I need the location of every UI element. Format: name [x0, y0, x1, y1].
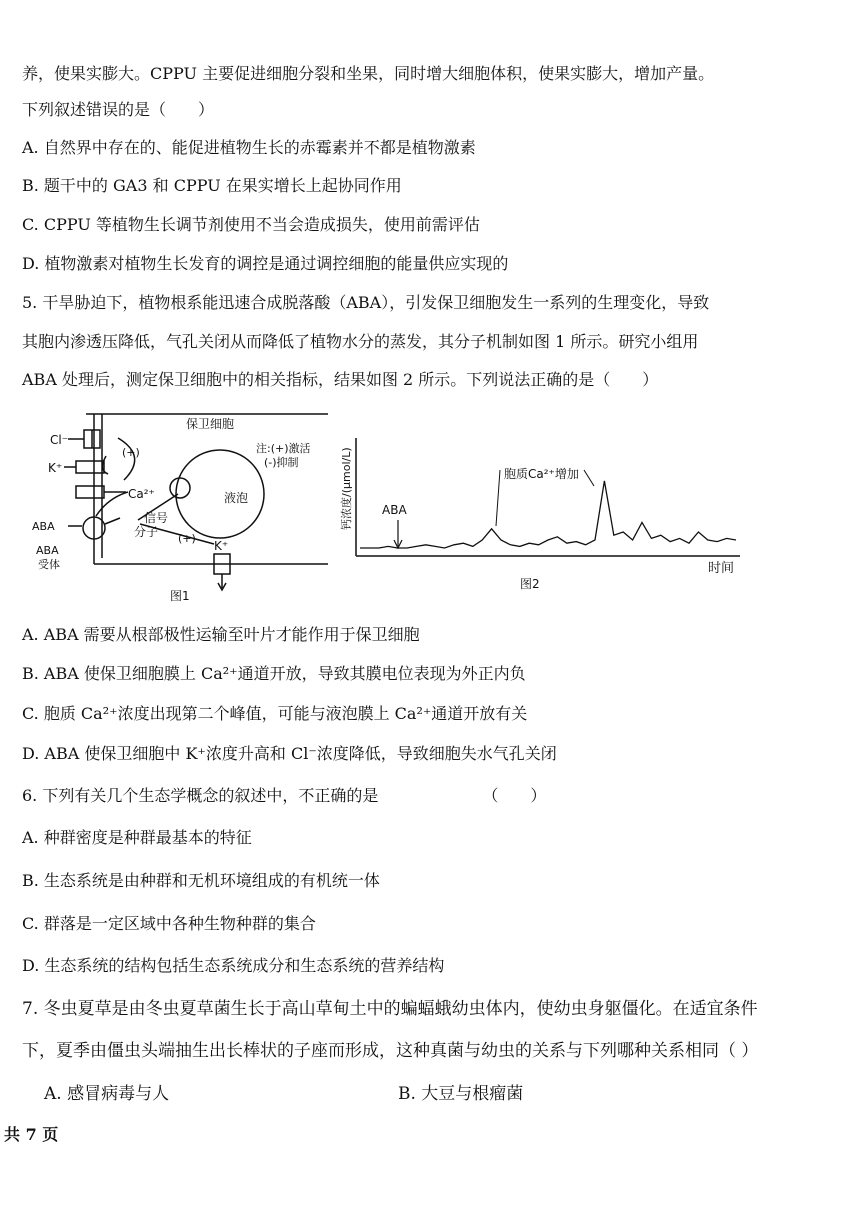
fig2-aba-annotation: ABA — [382, 503, 407, 517]
figures-svg — [28, 408, 828, 608]
page-footer: 共 7 页 — [4, 1125, 59, 1144]
question-prompt: 下列叙述错误的是（ ） — [22, 100, 215, 119]
fig1-aba-label: ABA — [32, 520, 55, 533]
fig2-ylabel: 钙浓度/(μmol/L) — [340, 447, 353, 530]
fig1-caption: 图1 — [170, 589, 190, 603]
question-5-text: 其胞内渗透压降低，气孔关闭从而降低了植物水分的蒸发，其分子机制如图 1 所示。研究小组用 — [22, 332, 699, 351]
fig1-ca-label: Ca²⁺ — [128, 487, 155, 501]
series-line — [360, 481, 736, 548]
option-c: C. CPPU 等植物生长调节剂使用不当会造成损失，使用前需评估 — [22, 215, 480, 234]
fig1-receptor-label: 受体 — [38, 558, 60, 571]
option-b: B. 题干中的 GA3 和 CPPU 在果实增长上起协同作用 — [22, 176, 402, 195]
question-5-text: ABA 处理后，测定保卫细胞中的相关指标，结果如图 2 所示。下列说法正确的是（ ） — [22, 370, 659, 389]
question-7-text: 7. 冬虫夏草是由冬虫夏草菌生长于高山草甸土中的蝙蝠蛾幼虫体内，使幼虫身躯僵化。在适宜条件 — [22, 999, 758, 1019]
fig1-note: 注:(+)激活 — [256, 442, 311, 455]
fig2-caption: 图2 — [520, 577, 540, 591]
option-c: C. 群落是一定区域中各种生物种群的集合 — [22, 914, 316, 933]
text-line: 养，使果实膨大。CPPU 主要促进细胞分裂和坐果，同时增大细胞体积，使果实膨大，增加产量。 — [22, 64, 715, 83]
fig2-peak-annotation: 胞质Ca²⁺增加 — [504, 467, 579, 481]
fig1-header: 保卫细胞 — [186, 417, 235, 431]
option-b: B. 大豆与根瘤菌 — [398, 1084, 524, 1104]
fig1-signal-label: 分子 — [134, 525, 159, 539]
figure-2-chart — [356, 438, 740, 556]
fig1-signal-label: 信号 — [144, 511, 169, 525]
option-d: D. 植物激素对植物生长发育的调控是通过调控细胞的能量供应实现的 — [22, 254, 509, 273]
option-b: B. 生态系统是由种群和无机环境组成的有机统一体 — [22, 871, 380, 890]
option-a: A. 感冒病毒与人 — [44, 1084, 170, 1104]
fig1-note: (-)抑制 — [264, 456, 299, 469]
fig1-vacuole-label: 液泡 — [224, 491, 249, 505]
option-a: A. 自然界中存在的、能促进植物生长的赤霉素并不都是植物激素 — [22, 138, 476, 157]
fig1-cl-label: Cl⁻ — [50, 433, 69, 447]
fig2-xlabel: 时间 — [708, 561, 735, 576]
question-6-text: 6. 下列有关几个生态学概念的叙述中，不正确的是 （ ） — [22, 786, 547, 805]
fig1-k-label: K⁺ — [48, 461, 63, 475]
option-d: D. ABA 使保卫细胞中 K⁺浓度升高和 Cl⁻浓度降低，导致细胞失水气孔关闭 — [22, 744, 557, 763]
fig1-receptor-label: ABA — [36, 544, 59, 557]
question-5-text: 5. 干旱胁迫下，植物根系能迅速合成脱落酸（ABA），引发保卫细胞发生一系列的生理变化，导致 — [22, 293, 710, 312]
figures — [28, 408, 828, 608]
option-b: B. ABA 使保卫细胞膜上 Ca²⁺通道开放，导致其膜电位表现为外正内负 — [22, 664, 526, 683]
fig1-plus-label: (+) — [122, 446, 140, 459]
figure-1 — [64, 414, 328, 590]
option-c: C. 胞质 Ca²⁺浓度出现第二个峰值，可能与液泡膜上 Ca²⁺通道开放有关 — [22, 704, 528, 723]
option-a: A. ABA 需要从根部极性运输至叶片才能作用于保卫细胞 — [22, 625, 420, 644]
option-a: A. 种群密度是种群最基本的特征 — [22, 828, 252, 847]
question-7-text: 下，夏季由僵虫头端抽生出长棒状的子座而形成，这种真菌与幼虫的关系与下列哪种关系相同（ ） — [22, 1041, 759, 1061]
option-d: D. 生态系统的结构包括生态系统成分和生态系统的营养结构 — [22, 956, 445, 975]
fig1-k-out-label: K⁺ — [214, 539, 229, 553]
fig1-plus-label: (+) — [178, 532, 196, 545]
